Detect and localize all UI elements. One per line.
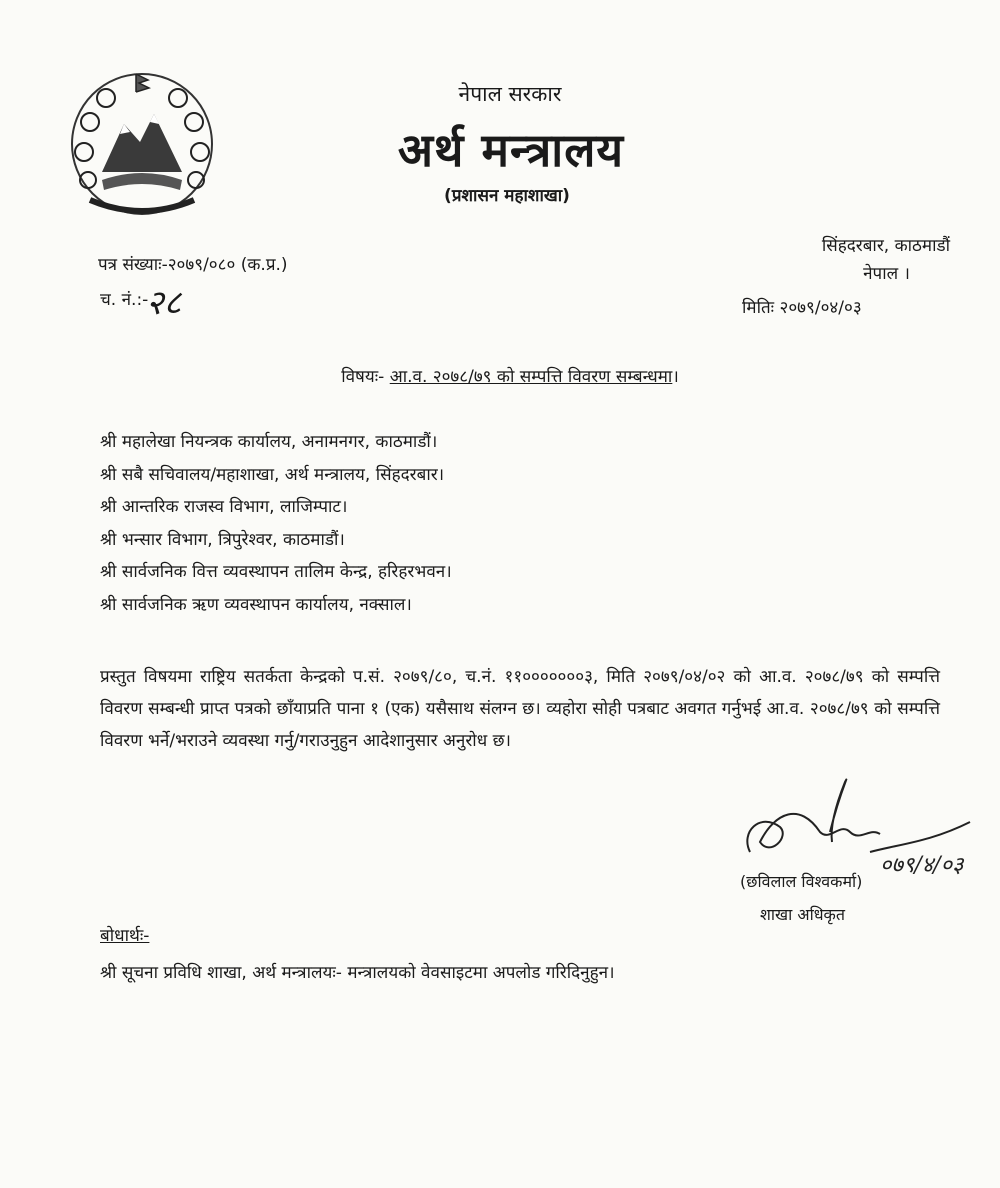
recipient-item: श्री सार्वजनिक वित्त व्यवस्थापन तालिम केन्द्र, हरिहरभवन। [100, 562, 452, 582]
recipient-item: श्री आन्तरिक राजस्व विभाग, लाजिम्पाट। [100, 497, 348, 517]
letter-date: मितिः २०७९/०४/०३ [742, 298, 862, 318]
ministry-title: अर्थ मन्त्रालय [397, 123, 625, 177]
cc-text: श्री सूचना प्रविधि शाखा, अर्थ मन्त्रालयः- मन्त्रालयको वेवसाइटमा अपलोड गरिदिनुहुन। [100, 963, 615, 983]
recipient-list [100, 426, 452, 621]
government-title: नेपाल सरकार [458, 82, 562, 106]
subject-line [0, 364, 1000, 387]
signatory-name: (छविलाल विश्वकर्मा) [740, 872, 863, 891]
subject-end: । [672, 367, 679, 387]
recipient-item: श्री महालेखा नियन्त्रक कार्यालय, अनामनगर, काठमाडौं। [100, 432, 438, 452]
letter-body: प्रस्तुत विषयमा राष्ट्रिय सतर्कता केन्द्रको प.सं. २०७९/८०, च.नं. ११०००००००३, मिति २०७९/०४/०२ को आ.व. २०७८/७९ को सम्पत्ति विवरण सम्बन्धी प्राप्त पत्रको छाँयाप्रति पाना १ (एक) यसैसाथ संलग्न छ। व्यहोरा सोही पत्रबाट अवगत गर्नुभई आ.व. २०७८/७९ को सम्पत्ति विवरण भर्ने/भराउने व्यवस्था गर्नु/गराउनुहुन आदेशानुसार अनुरोध छ। [100, 667, 940, 751]
dispatch-number-value: २८ [146, 283, 182, 323]
cc-label: बोधार्थः- [100, 926, 150, 946]
recipient-item: श्री भन्सार विभाग, त्रिपुरेश्वर, काठमाडौं। [100, 529, 345, 550]
division-title: (प्रशासन महाशाखा) [444, 186, 570, 206]
subject-text: आ.व. २०७८/७९ को सम्पत्ति विवरण सम्बन्धमा [389, 367, 673, 387]
location-line-1: सिंहदरबार, काठमाडौं [821, 236, 950, 256]
location-block [740, 232, 950, 288]
signature-date: ०७९/४/०३ [880, 853, 964, 878]
letter-number: पत्र संख्याः-२०७९/०८० (क.प्र.) [98, 255, 288, 275]
subject-label: विषयः- [341, 367, 385, 387]
location-line-2: नेपाल । [863, 264, 910, 284]
signatory-title: शाखा अधिकृत [760, 905, 845, 924]
recipient-item: श्री सबै सचिवालय/महाशाखा, अर्थ मन्त्रालय, सिंहदरबार। [100, 464, 445, 485]
dispatch-number-label: च. नं.:- [100, 290, 149, 310]
recipient-item: श्री सार्वजनिक ऋण व्यवस्थापन कार्यालय, नक्साल। [100, 594, 412, 615]
